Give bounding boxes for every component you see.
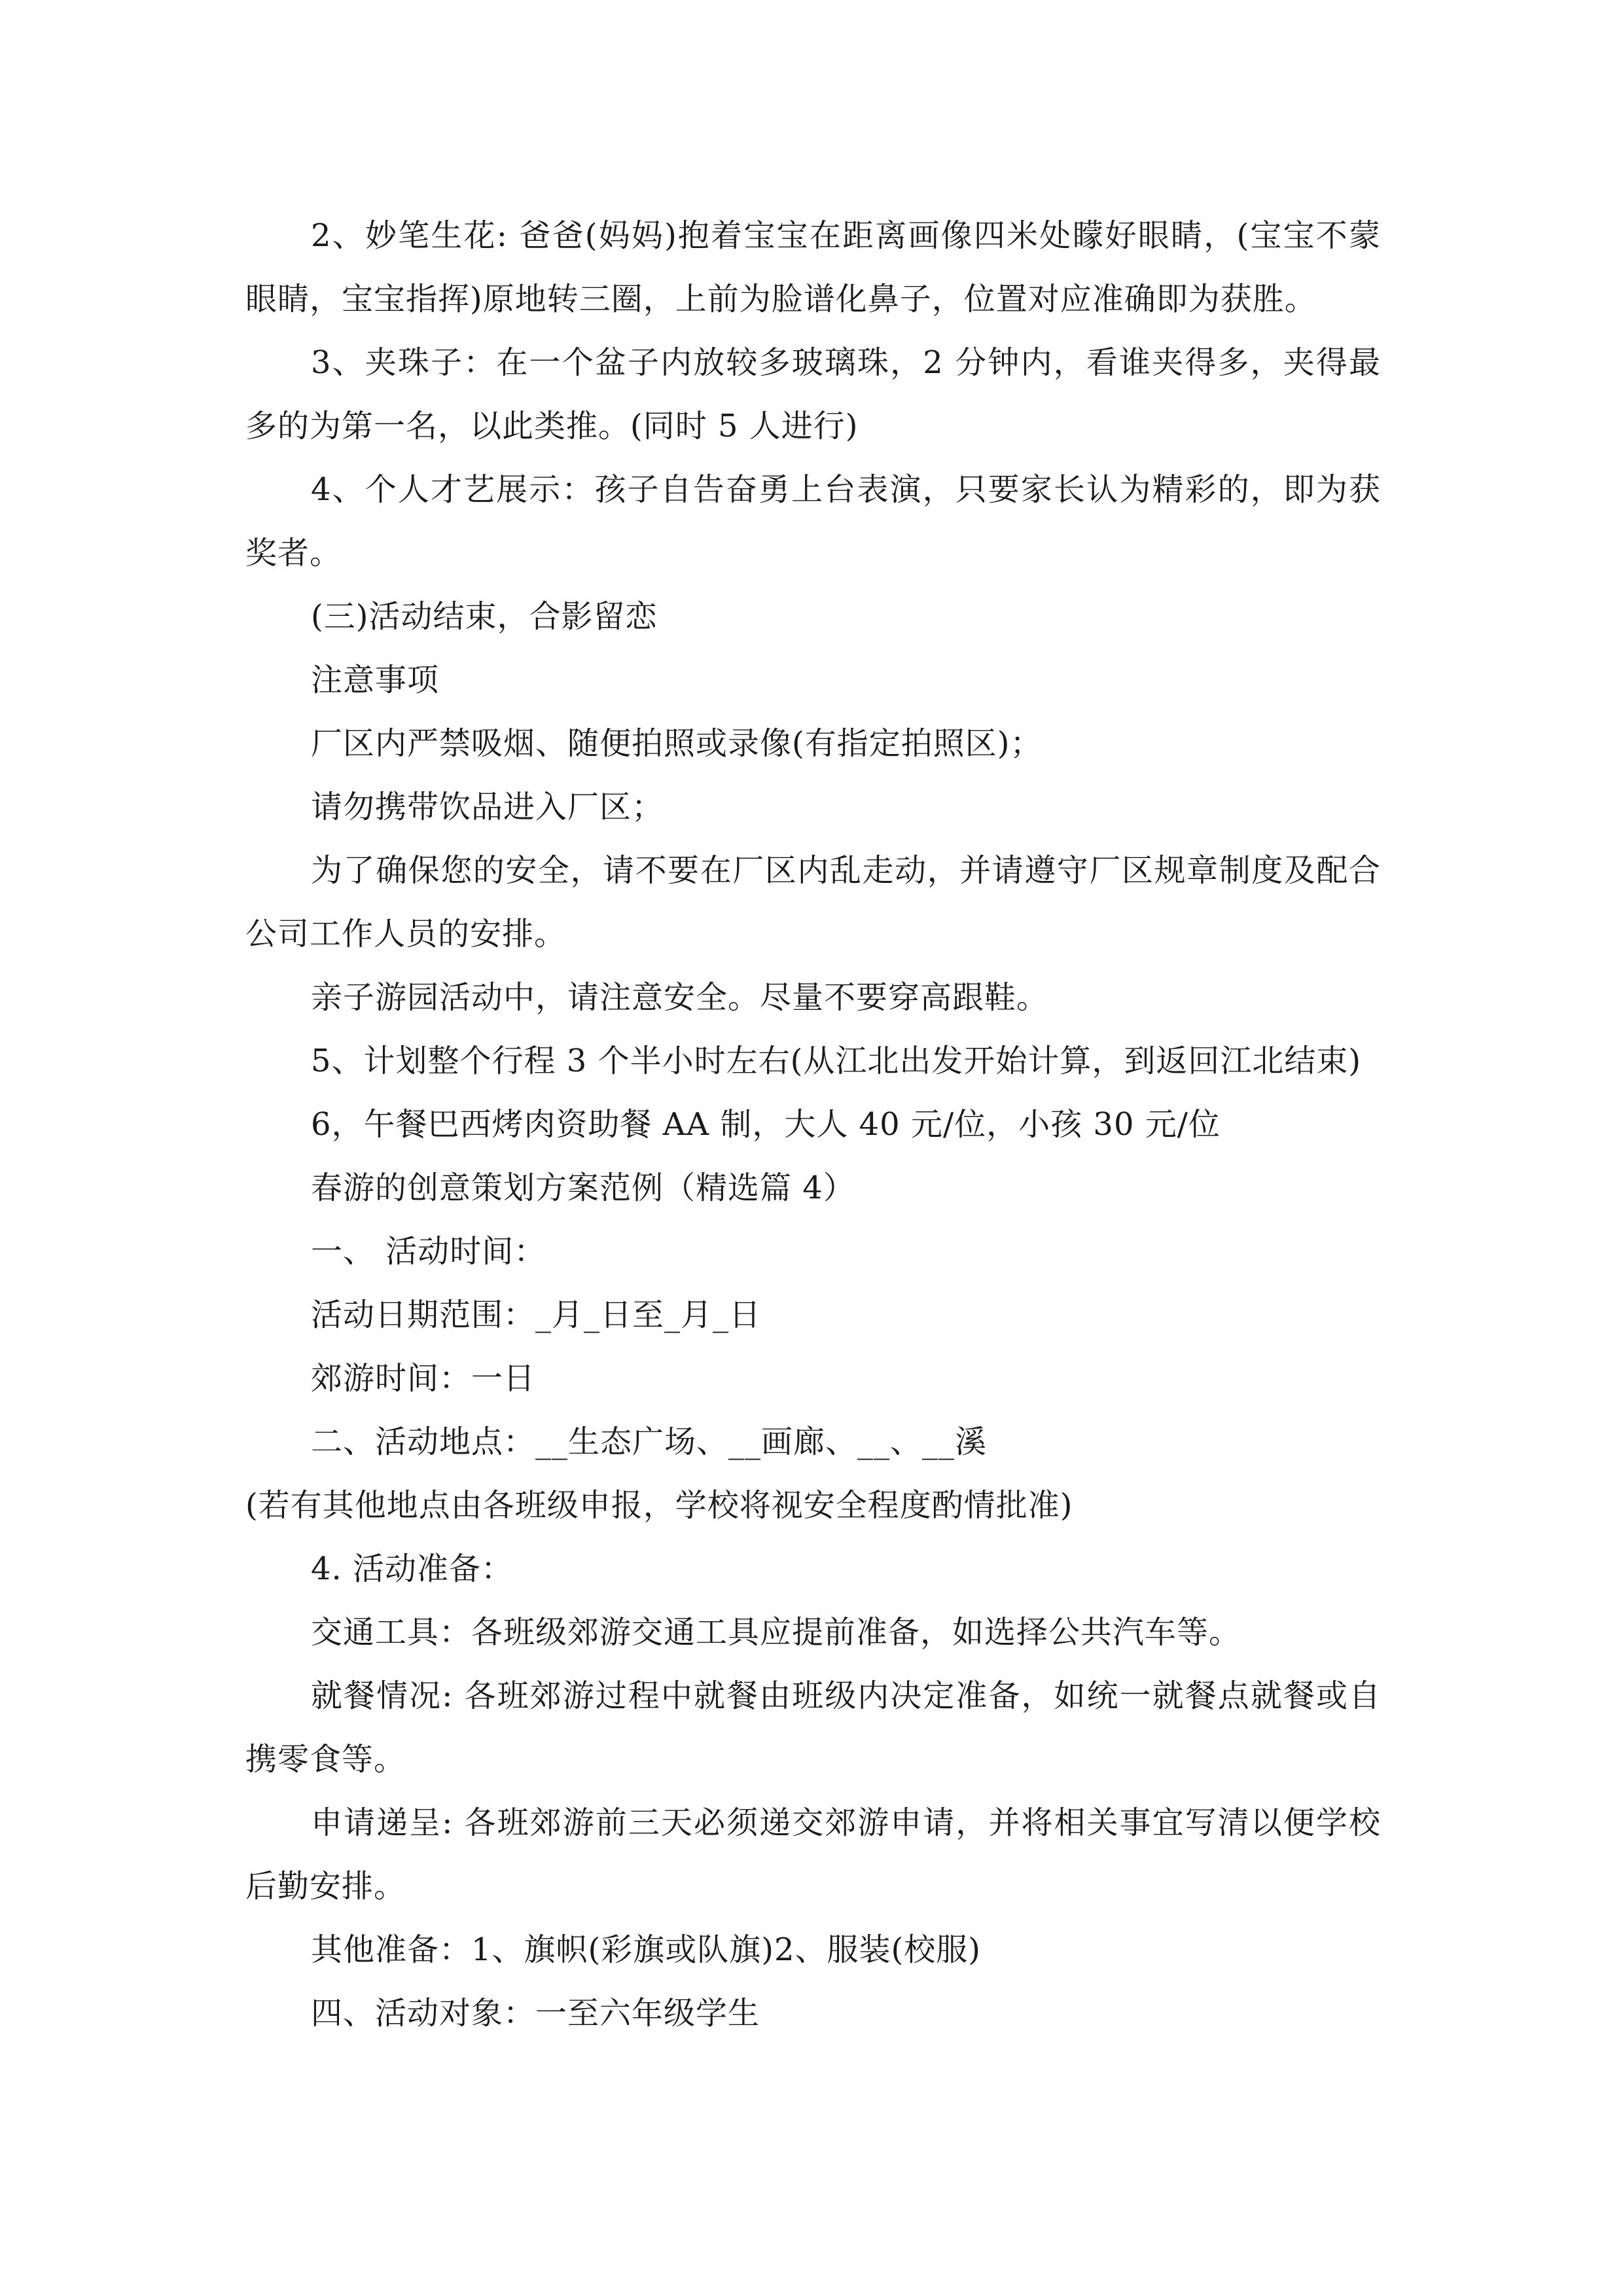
paragraph-schedule: 5、计划整个行程 3 个半小时左右(从江北出发开始计算，到返回江北结束)	[311, 1043, 1362, 1079]
heading-notes: 注意事项	[311, 662, 440, 698]
paragraph-activity-end: (三)活动结束，合影留恋	[311, 598, 658, 635]
paragraph-application: 申请递呈: 各班郊游前三天必须递交郊游申请，并将相关事宜写清以便学校后勤安排。	[245, 1804, 1381, 1905]
paragraph-lunch: 6，午餐巴西烤肉资助餐 AA 制，大人 40 元/位，小孩 30 元/位	[311, 1106, 1221, 1143]
document-body	[245, 204, 1381, 2045]
paragraph-location-note: (若有其他地点由各班级申报，学校将视安全程度酌情批准)	[245, 1487, 1073, 1524]
paragraph-game-2: 2、妙笔生花: 爸爸(妈妈)抱着宝宝在距离画像四米处矇好眼睛，(宝宝不蒙眼睛，宝宝指挥)原地转三圈，上前为脸谱化鼻子，位置对应准确即为获胜。	[245, 217, 1381, 317]
heading-activity-time: 一、 活动时间：	[311, 1233, 546, 1270]
paragraph-game-3: 3、夹珠子：在一个盆子内放较多玻璃珠，2 分钟内，看谁夹得多，夹得最多的为第一名，以此类推。(同时 5 人进行)	[245, 344, 1381, 444]
paragraph-outing-time: 郊游时间：一日	[311, 1360, 536, 1397]
heading-preparation: 4. 活动准备：	[311, 1551, 514, 1587]
paragraph-transport: 交通工具：各班级郊游交通工具应提前准备，如选择公共汽车等。	[311, 1614, 1241, 1651]
paragraph-heels: 亲子游园活动中，请注意安全。尽量不要穿高跟鞋。	[311, 979, 1049, 1016]
paragraph-no-drinks: 请勿携带饮品进入厂区；	[311, 789, 664, 825]
heading-activity-location: 二、活动地点：__生态广场、__画廊、__、__溪	[311, 1424, 988, 1460]
paragraph-other-prep: 其他准备：1、旗帜(彩旗或队旗)2、服装(校服)	[311, 1931, 981, 1968]
paragraph-date-range: 活动日期范围：_月_日至_月_日	[311, 1297, 762, 1333]
paragraph-safety: 为了确保您的安全，请不要在厂区内乱走动，并请遵守厂区规章制度及配合公司工作人员的安排。	[245, 852, 1381, 952]
section-title-plan-4: 春游的创意策划方案范例（精选篇 4）	[311, 1170, 855, 1206]
paragraph-no-smoking: 厂区内严禁吸烟、随便拍照或录像(有指定拍照区)；	[311, 725, 1043, 762]
heading-participants: 四、活动对象：一至六年级学生	[311, 1995, 760, 2032]
paragraph-game-4: 4、个人才艺展示：孩子自告奋勇上台表演，只要家长认为精彩的，即为获奖者。	[245, 471, 1381, 571]
paragraph-meals: 就餐情况: 各班郊游过程中就餐由班级内决定准备，如统一就餐点就餐或自携零食等。	[245, 1677, 1381, 1778]
